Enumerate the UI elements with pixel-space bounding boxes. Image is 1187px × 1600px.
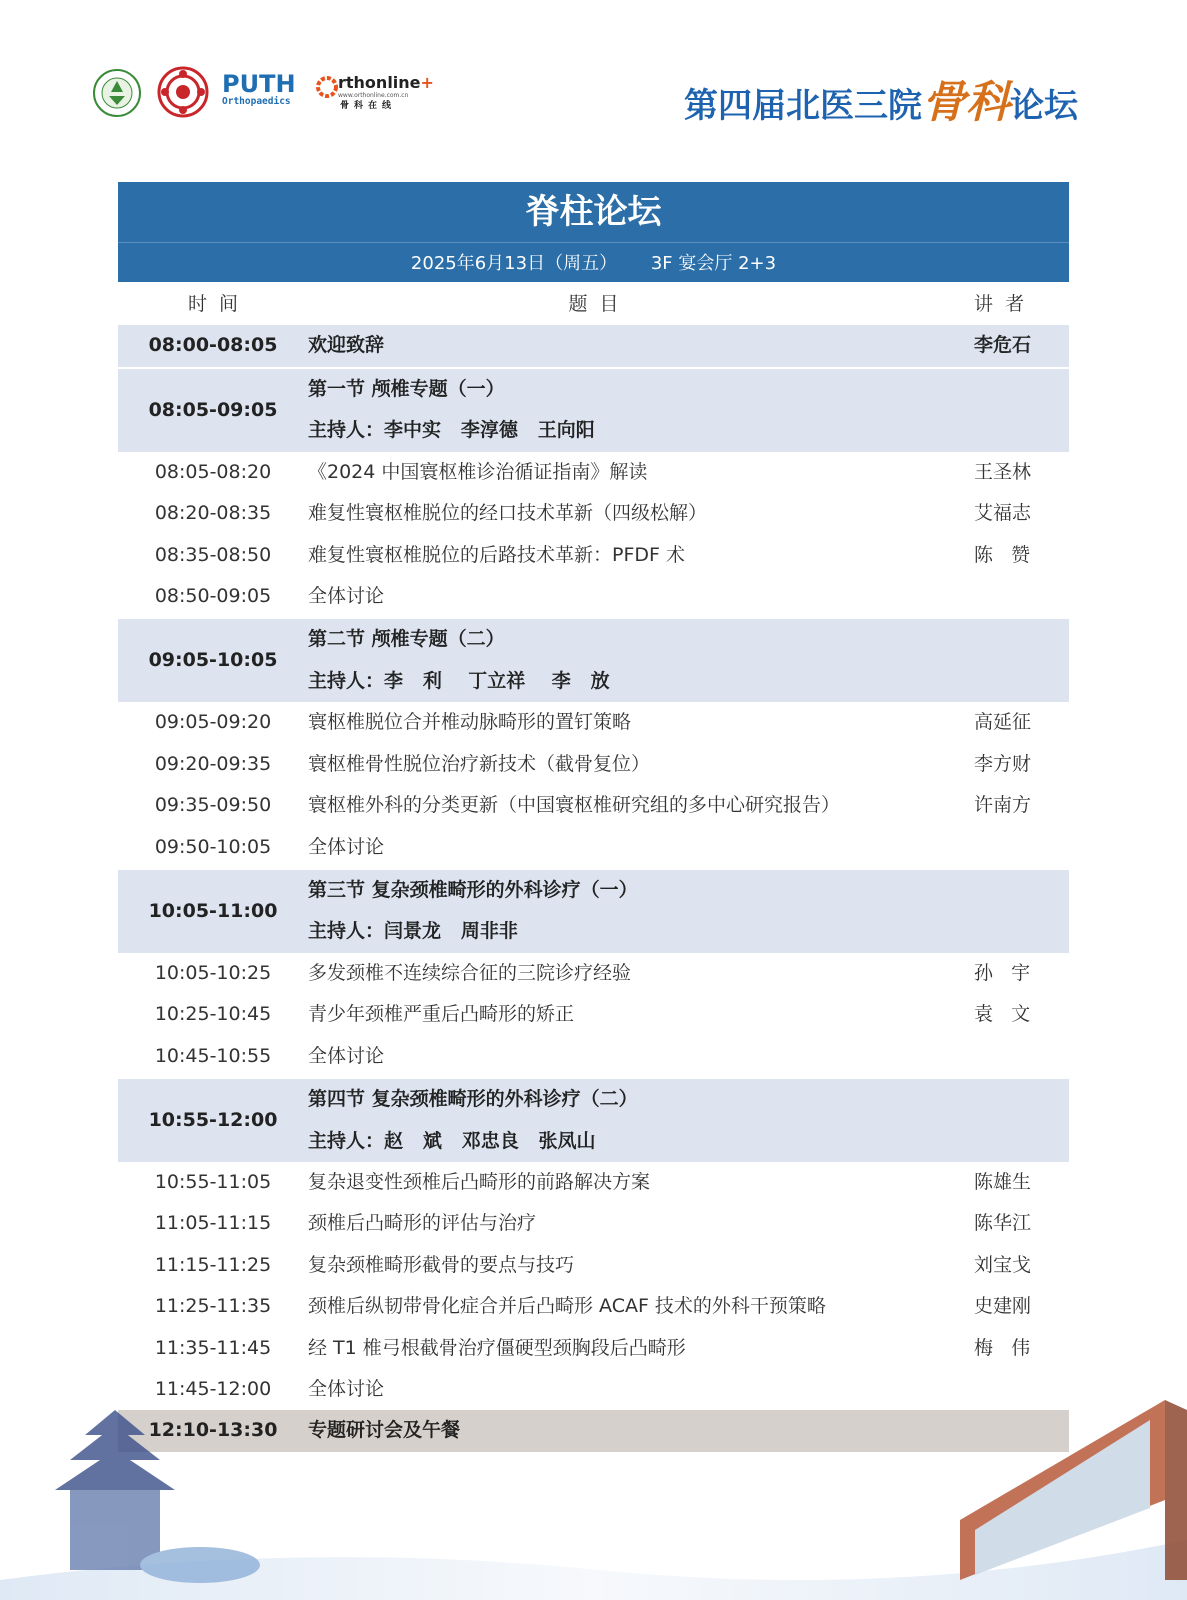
section-hosts: 主持人：赵 斌 邓忠良 张凤山 (308, 1129, 596, 1152)
row-time: 11:45-12:00 (154, 1378, 272, 1401)
section-info (308, 619, 948, 702)
row-time: 10:05-11:00 (148, 899, 278, 922)
col-subject-header: 题 目 (568, 293, 619, 315)
row-time: 09:20-09:35 (154, 752, 272, 775)
section-row (118, 870, 1069, 953)
row-speaker: 李危石 (974, 334, 1032, 357)
row-speaker: 高延征 (974, 711, 1032, 734)
table-row (118, 1036, 1069, 1077)
section-title: 第四节 复杂颈椎畸形的外科诊疗（二） (308, 1088, 638, 1111)
row-subject: 寰枢椎骨性脱位治疗新技术（截骨复位） (308, 752, 651, 775)
page-header (0, 0, 1187, 150)
row-speaker: 陈雄生 (974, 1171, 1032, 1194)
row-subject: 多发颈椎不连续综合征的三院诊疗经验 (308, 961, 632, 984)
section-title: 第二节 颅椎专题（二） (308, 628, 505, 651)
section-title: 第一节 颅椎专题（一） (308, 377, 505, 400)
row-time: 08:05-08:20 (154, 460, 272, 483)
row-speaker: 孙 宇 (974, 961, 1031, 984)
table-row (118, 1203, 1069, 1244)
table-row (118, 576, 1069, 617)
row-time: 08:50-09:05 (154, 584, 272, 607)
row-subject: 颈椎后凸畸形的评估与治疗 (308, 1212, 537, 1235)
schedule-table (118, 284, 1069, 1452)
row-time: 08:35-08:50 (154, 543, 272, 566)
col-time-header: 时 间 (187, 293, 239, 315)
row-time: 11:15-11:25 (154, 1253, 272, 1276)
row-speaker: 陈 赞 (974, 543, 1031, 566)
section-row (118, 369, 1069, 452)
table-row (118, 1162, 1069, 1203)
association-logo (92, 68, 142, 118)
section-info (308, 1079, 948, 1162)
row-time: 10:55-11:05 (154, 1171, 272, 1194)
section-info (308, 870, 948, 953)
table-header (118, 284, 1069, 325)
table-row (118, 535, 1069, 576)
row-time: 09:50-10:05 (154, 835, 272, 858)
table-row (118, 785, 1069, 826)
row-time: 09:05-09:20 (154, 711, 272, 734)
row-subject: 全体讨论 (308, 835, 385, 858)
row-time: 11:05-11:15 (154, 1212, 272, 1235)
row-speaker: 刘宝戈 (974, 1253, 1032, 1276)
row-subject: 青少年颈椎严重后凸畸形的矫正 (308, 1003, 575, 1026)
table-row (118, 827, 1069, 868)
schedule-rows (118, 325, 1069, 1451)
forum-title: 第四届北医三院骨科论坛 (684, 77, 1078, 128)
row-subject: 难复性寰枢椎脱位的经口技术革新（四级松解） (308, 502, 708, 525)
orthonline-logo: rthonline+ www.orthonline.com.cn 骨科在线 (316, 74, 436, 124)
table-row (118, 1286, 1069, 1327)
section-row (118, 619, 1069, 702)
section-row (118, 1079, 1069, 1162)
row-subject: 颈椎后纵韧带骨化症合并后凸畸形 ACAF 技术的外科干预策略 (308, 1295, 826, 1318)
page-title: 脊柱论坛 (118, 182, 1069, 243)
row-time: 08:05-09:05 (148, 398, 278, 421)
row-speaker: 李方财 (974, 752, 1032, 775)
row-time: 11:25-11:35 (154, 1295, 272, 1318)
row-time: 11:35-11:45 (154, 1336, 272, 1359)
section-info (308, 369, 948, 452)
table-row (118, 953, 1069, 994)
event-date: 2025年6月13日（周五） (410, 253, 618, 274)
hospital-logo (157, 66, 209, 116)
table-row (118, 1245, 1069, 1286)
row-time: 09:35-09:50 (154, 794, 272, 817)
row-subject: 复杂退变性颈椎后凸畸形的前路解决方案 (308, 1171, 651, 1194)
row-time: 10:05-10:25 (154, 961, 272, 984)
section-title: 第三节 复杂颈椎畸形的外科诊疗（一） (308, 878, 638, 901)
row-time: 10:45-10:55 (154, 1044, 272, 1067)
row-speaker: 史建刚 (974, 1295, 1032, 1318)
table-row (118, 1328, 1069, 1369)
row-speaker: 陈华江 (974, 1212, 1032, 1235)
row-speaker: 艾福志 (974, 502, 1032, 525)
table-row (118, 744, 1069, 785)
footer-decoration (0, 1380, 1187, 1600)
row-subject: 难复性寰枢椎脱位的后路技术革新：PFDF 术 (308, 543, 685, 566)
row-subject: 复杂颈椎畸形截骨的要点与技巧 (308, 1253, 575, 1276)
table-row (118, 994, 1069, 1035)
row-subject: 全体讨论 (308, 1044, 385, 1067)
table-row (118, 325, 1069, 366)
row-time: 09:05-10:05 (148, 649, 278, 672)
orthonline-o-icon (316, 76, 338, 98)
event-venue: 3F 宴会厅 2+3 (650, 253, 777, 274)
row-time: 10:55-12:00 (148, 1109, 278, 1132)
row-time: 08:00-08:05 (148, 334, 278, 357)
row-speaker: 袁 文 (974, 1003, 1031, 1026)
row-subject: 全体讨论 (308, 1378, 385, 1401)
row-subject: 全体讨论 (308, 584, 385, 607)
row-subject: 经 T1 椎弓根截骨治疗僵硬型颈胸段后凸畸形 (308, 1336, 686, 1359)
row-speaker: 王圣林 (974, 460, 1032, 483)
row-time: 10:25-10:45 (154, 1003, 272, 1026)
col-speaker-header: 讲 者 (974, 293, 1025, 315)
temple-illustration (55, 1410, 260, 1583)
section-hosts: 主持人：李 利 丁立祥 李 放 (308, 669, 610, 692)
table-row (118, 452, 1069, 493)
row-subject: 专题研讨会及午餐 (308, 1419, 461, 1442)
section-hosts: 主持人：闫景龙 周非非 (308, 920, 518, 943)
row-time: 08:20-08:35 (154, 502, 272, 525)
row-subject: 寰枢椎外科的分类更新（中国寰枢椎研究组的多中心研究报告） (308, 794, 841, 817)
title-banner (118, 182, 1069, 282)
date-venue (118, 243, 1069, 283)
row-speaker: 梅 伟 (974, 1336, 1031, 1359)
row-speaker: 许南方 (974, 794, 1032, 817)
table-row (118, 702, 1069, 743)
section-hosts: 主持人：李中实 李淳德 王向阳 (308, 419, 595, 442)
row-subject: 寰枢椎脱位合并椎动脉畸形的置钉策略 (308, 711, 632, 734)
row-time: 12:10-13:30 (148, 1419, 278, 1442)
table-row (118, 493, 1069, 534)
row-subject: 《2024 中国寰枢椎诊治循证指南》解读 (308, 460, 648, 483)
puth-orthopaedics-logo: PUTH Orthopaedics (222, 70, 296, 107)
row-subject: 欢迎致辞 (308, 334, 385, 357)
